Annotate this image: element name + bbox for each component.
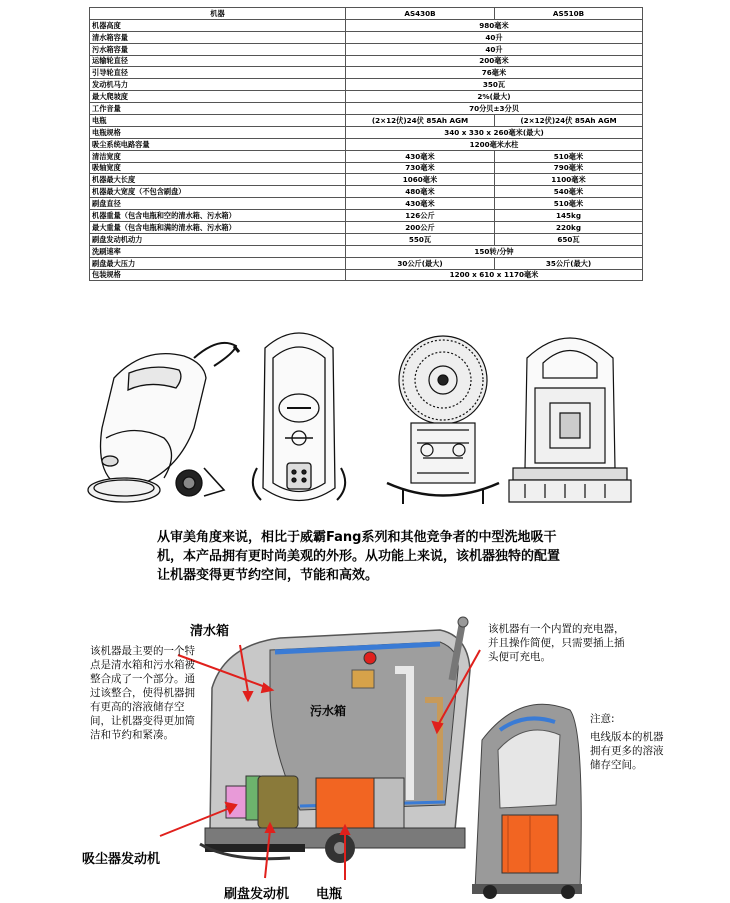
machine-top-drawing <box>247 318 351 518</box>
row-value-shared: 76毫米 <box>346 67 643 79</box>
table-row <box>90 67 643 79</box>
row-label: 清洁宽度 <box>90 150 346 162</box>
brush-motor-label: 刷盘发动机 <box>224 887 290 902</box>
machine-rear-drawing <box>505 318 635 518</box>
cutaway-section <box>0 600 730 903</box>
table-row <box>90 126 643 138</box>
row-value-as510b: 790毫米 <box>495 162 643 174</box>
table-row <box>90 43 643 55</box>
dirty-tank-label: 污水箱 <box>310 704 347 718</box>
table-row <box>90 115 643 127</box>
vacuum-motor-label: 吸尘器发动机 <box>82 852 161 867</box>
row-value-shared: 200毫米 <box>346 55 643 67</box>
row-value-as510b: 220kg <box>495 222 643 234</box>
clean-tank-label: 清水箱 <box>190 624 230 639</box>
row-label: 刷盘发动机动力 <box>90 233 346 245</box>
row-value-as510b: 145kg <box>495 210 643 222</box>
integration-note: 该机器最主要的一个特点是清水箱和污水箱被整合成了一个部分。通过该整合，使得机器拥有更高的溶液储存空间，让机器变得更加简洁和节约和紧凑。 <box>90 645 195 741</box>
row-label: 工作音量 <box>90 103 346 115</box>
row-label: 机器最大宽度（不包含刷盘） <box>90 186 346 198</box>
table-header-row <box>90 8 643 20</box>
table-row <box>90 138 643 150</box>
row-label: 吸轴宽度 <box>90 162 346 174</box>
row-value-as430b: 430毫米 <box>346 150 495 162</box>
table-row <box>90 19 643 31</box>
table-header-as510b: AS510B <box>495 8 643 20</box>
row-label: 吸尘系统电路容量 <box>90 138 346 150</box>
row-value-as510b: 540毫米 <box>495 186 643 198</box>
row-value-shared: 40升 <box>346 31 643 43</box>
row-label: 刷盘直径 <box>90 198 346 210</box>
row-value-shared: 1200毫米水柱 <box>346 138 643 150</box>
table-body <box>90 19 643 281</box>
notice-text: 电线版本的机器拥有更多的溶液储存空间。 <box>590 731 664 771</box>
row-value-as510b: 35公斤(最大) <box>495 257 643 269</box>
table-row <box>90 174 643 186</box>
row-label: 最大重量（包含电瓶和满的清水箱、污水箱） <box>90 222 346 234</box>
row-label: 发动机马力 <box>90 79 346 91</box>
description-paragraph: 从审美角度来说，相比于威霸Fang系列和其他竞争者的中型洗地吸干机，本产品拥有更时尚美观的外形。从功能上来说，该机器独特的配置让机器变得更节约空间，节能和高效。 <box>157 530 561 583</box>
row-value-as510b: 510毫米 <box>495 150 643 162</box>
table-row <box>90 210 643 222</box>
row-value-shared: 350瓦 <box>346 79 643 91</box>
table-row <box>90 186 643 198</box>
table-row <box>90 150 643 162</box>
table-row <box>90 162 643 174</box>
table-row <box>90 91 643 103</box>
table-row <box>90 79 643 91</box>
row-value-as510b: 1100毫米 <box>495 174 643 186</box>
table-header-machine: 机器 <box>90 8 346 20</box>
row-label: 清水箱容量 <box>90 31 346 43</box>
row-label: 机器高度 <box>90 19 346 31</box>
table-row <box>90 103 643 115</box>
row-label: 机器重量（包含电瓶和空的清水箱、污水箱） <box>90 210 346 222</box>
row-value-as430b: 730毫米 <box>346 162 495 174</box>
row-value-as510b: 650瓦 <box>495 233 643 245</box>
machine-perspective-drawing <box>84 318 244 518</box>
table-row <box>90 257 643 269</box>
row-value-shared: 1200 x 610 x 1170毫米 <box>346 269 643 281</box>
row-label: 洗刷速率 <box>90 245 346 257</box>
row-label: 机器最大长度 <box>90 174 346 186</box>
table-row <box>90 31 643 43</box>
battery-label: 电瓶 <box>316 887 343 902</box>
row-label: 引导轮直径 <box>90 67 346 79</box>
machine-bottom-drawing <box>383 318 503 518</box>
row-label: 运输轮直径 <box>90 55 346 67</box>
row-value-shared: 980毫米 <box>346 19 643 31</box>
table-row <box>90 198 643 210</box>
row-value-shared: 340 x 330 x 260毫米(最大) <box>346 126 643 138</box>
table-row <box>90 233 643 245</box>
row-value-as430b: 550瓦 <box>346 233 495 245</box>
row-value-as430b: 126公斤 <box>346 210 495 222</box>
row-value-as430b: 1060毫米 <box>346 174 495 186</box>
notice-title: 注意: <box>590 713 615 725</box>
row-label: 刷盘最大压力 <box>90 257 346 269</box>
table-row <box>90 222 643 234</box>
table-header-as430b: AS430B <box>346 8 495 20</box>
table-row <box>90 55 643 67</box>
row-label: 污水箱容量 <box>90 43 346 55</box>
row-value-shared: 2%(最大) <box>346 91 643 103</box>
row-value-as430b: (2×12伏)24伏 85Ah AGM <box>346 115 495 127</box>
row-value-as510b: (2×12伏)24伏 85Ah AGM <box>495 115 643 127</box>
table-row <box>90 269 643 281</box>
row-value-as430b: 200公斤 <box>346 222 495 234</box>
row-label: 电瓶规格 <box>90 126 346 138</box>
row-value-shared: 150转/分钟 <box>346 245 643 257</box>
table-row <box>90 245 643 257</box>
row-value-as430b: 480毫米 <box>346 186 495 198</box>
row-value-as430b: 30公斤(最大) <box>346 257 495 269</box>
row-label: 电瓶 <box>90 115 346 127</box>
charger-note: 该机器有一个内置的充电器，并且操作简便，只需要插上插头便可充电。 <box>488 623 625 663</box>
row-label: 包装规格 <box>90 269 346 281</box>
row-value-shared: 40升 <box>346 43 643 55</box>
row-value-shared: 70分贝±3分贝 <box>346 103 643 115</box>
row-value-as430b: 430毫米 <box>346 198 495 210</box>
spec-table <box>89 7 643 281</box>
row-label: 最大爬坡度 <box>90 91 346 103</box>
row-value-as510b: 510毫米 <box>495 198 643 210</box>
